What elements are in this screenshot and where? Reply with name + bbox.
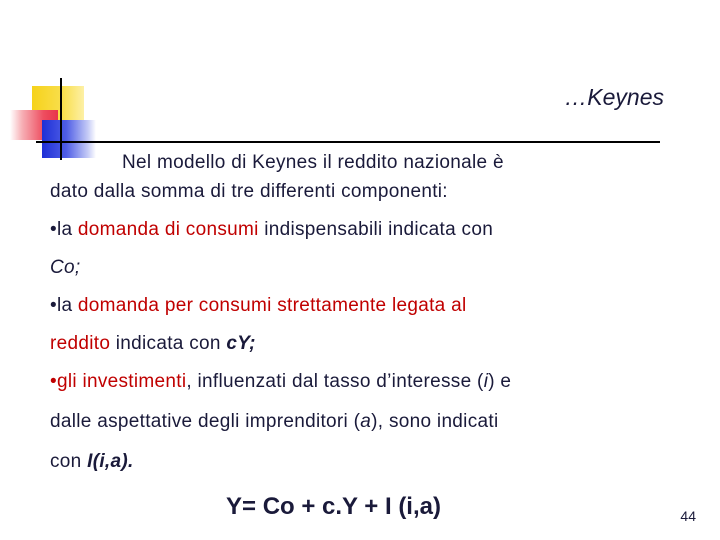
symbol-co: Co; bbox=[50, 257, 81, 278]
page-number: 44 bbox=[680, 508, 696, 524]
bullet-text: indispensabili indicata con bbox=[258, 219, 494, 240]
intro-line-1: Nel modello di Keynes il reddito nazionale è bbox=[122, 152, 504, 173]
title-underline bbox=[36, 141, 660, 143]
highlight-reddito: reddito bbox=[50, 333, 111, 354]
comma: , bbox=[186, 371, 192, 392]
blue-decor-square bbox=[42, 120, 96, 158]
bullet-consumi-indispensabili bbox=[50, 219, 493, 241]
bullet-text: ) e bbox=[488, 371, 512, 392]
bullet-text: indicata con bbox=[110, 333, 227, 354]
symbol-a: a bbox=[360, 411, 372, 432]
symbol-i: i bbox=[483, 371, 489, 392]
highlight-domanda-per-consumi: domanda per consumi strettamente legata al bbox=[77, 295, 467, 316]
bullet-prefix: •la bbox=[50, 219, 78, 240]
highlight-investimenti: •gli investimenti bbox=[50, 371, 187, 392]
symbol-cy: cY; bbox=[226, 333, 256, 354]
bullet-text: con bbox=[50, 451, 88, 472]
bullet-text: influenzati dal tasso d’interesse ( bbox=[191, 371, 484, 392]
vertical-divider bbox=[60, 78, 62, 160]
bullet-prefix: •la bbox=[50, 295, 78, 316]
bullet-investimenti-line3 bbox=[50, 451, 134, 473]
slide-title: …Keynes bbox=[564, 84, 664, 110]
intro-line-2: dato dalla somma di tre differenti componenti: bbox=[50, 181, 448, 202]
bullet-text: ), sono indicati bbox=[371, 411, 499, 432]
bullet-consumi-reddito-line2 bbox=[50, 333, 256, 355]
bullet-investimenti bbox=[50, 371, 511, 393]
keynes-formula: Y= Co + c.Y + I (i,a) bbox=[226, 493, 441, 520]
highlight-domanda-consumi: domanda di consumi bbox=[77, 219, 259, 240]
bullet-investimenti-line2 bbox=[50, 411, 498, 433]
bullet-consumi-reddito bbox=[50, 295, 467, 317]
symbol-iia: I(i,a). bbox=[87, 451, 134, 472]
bullet-text: dalle aspettative degli imprenditori ( bbox=[50, 411, 361, 432]
